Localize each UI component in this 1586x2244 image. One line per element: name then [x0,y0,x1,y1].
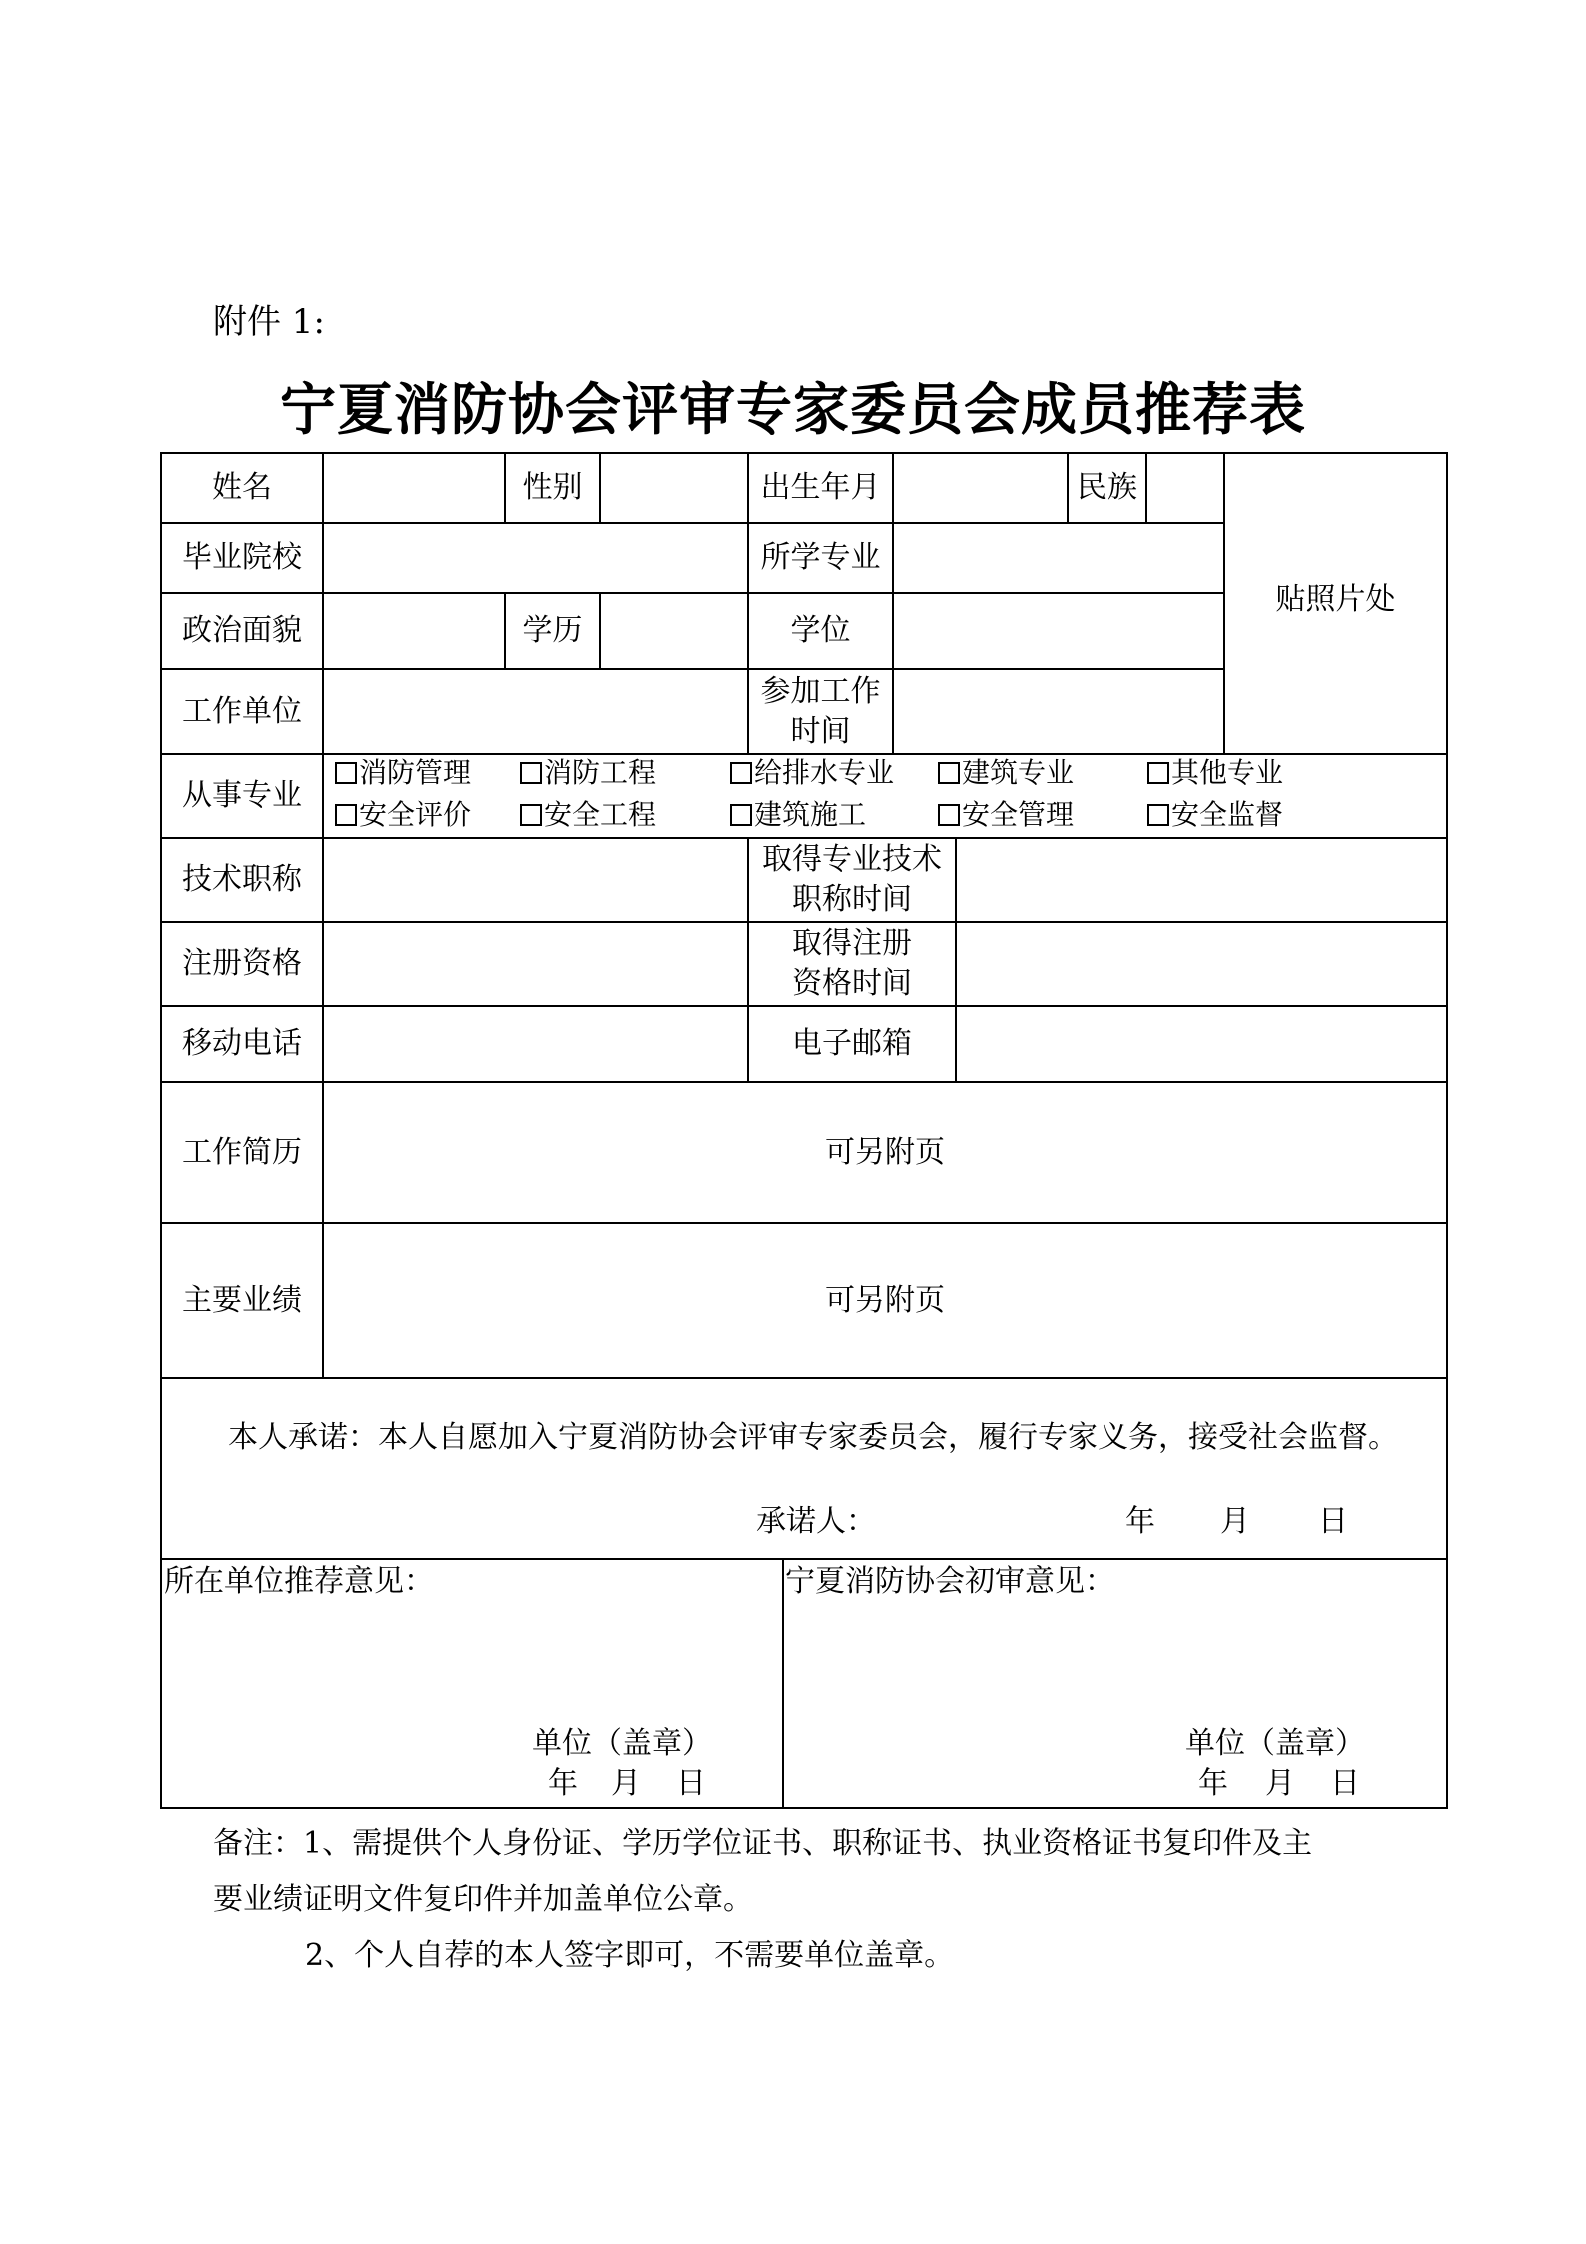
assoc-year: 年 [1198,1766,1228,1801]
checkbox-icon[interactable] [938,762,960,784]
registration-field[interactable] [322,921,749,1007]
pledge-year: 年 [1125,1504,1155,1539]
work-start-label [747,668,894,755]
option-label: 消防工程 [544,756,657,789]
gender-label: 性别 [522,470,583,505]
option-label: 其他专业 [1171,756,1284,789]
degree-field[interactable] [892,592,1225,670]
checkbox-icon[interactable] [730,762,752,784]
option-fire-management[interactable] [335,752,471,794]
option-label: 安全管理 [962,798,1075,831]
option-label: 建筑施工 [754,798,867,831]
achievements-note: 可另附页 [825,1282,945,1318]
checkbox-icon[interactable] [520,804,542,826]
option-label: 安全评价 [359,798,472,831]
registration-time-label [747,921,957,1007]
pledger-label: 承诺人： [756,1504,876,1539]
ethnicity-field[interactable] [1145,452,1225,524]
remarks-line-3: 2、个人自荐的本人签字即可，不需要单位盖章。 [305,1938,955,1973]
email-label: 电子邮箱 [792,1026,912,1061]
unit-day: 日 [676,1766,706,1801]
option-label: 建筑专业 [962,756,1075,789]
unit-opinion-label: 所在单位推荐意见： [164,1564,434,1599]
education-label: 学历 [522,613,583,648]
work-start-field[interactable] [892,668,1225,755]
option-architecture[interactable] [938,752,1074,794]
mobile-field[interactable] [322,1005,749,1083]
assoc-seal: 单位（盖章） [1185,1726,1365,1761]
checkbox-icon[interactable] [1147,804,1169,826]
specialty-label: 从事专业 [182,778,302,813]
option-label: 消防管理 [359,756,472,789]
checkbox-icon[interactable] [335,804,357,826]
tech-title-time-field[interactable] [955,837,1448,923]
ethnicity-label: 民族 [1077,470,1137,505]
major-label: 所学专业 [760,540,881,575]
specialty-options [335,752,1435,836]
school-field[interactable] [322,522,749,594]
tech-title-field[interactable] [322,837,749,923]
option-safety-supervision[interactable] [1147,794,1283,836]
specialty-row-2 [335,794,1435,836]
tech-title-time-label [747,837,957,923]
option-construction[interactable] [730,794,866,836]
pledge-text: 本人承诺：本人自愿加入宁夏消防协会评审专家委员会，履行专家义务，接受社会监督。 [228,1420,1398,1455]
checkbox-icon[interactable] [335,762,357,784]
work-start-label-line2: 时间 [790,713,851,749]
unit-year: 年 [548,1766,578,1801]
email-field[interactable] [955,1005,1448,1083]
option-other[interactable] [1147,752,1283,794]
option-label: 安全监督 [1171,798,1284,831]
unit-month: 月 [611,1766,641,1801]
registration-label: 注册资格 [182,946,302,981]
name-label: 姓名 [212,470,272,505]
birth-label: 出生年月 [760,470,881,505]
option-water-supply[interactable] [730,752,894,794]
resume-note: 可另附页 [825,1134,945,1170]
option-fire-engineering[interactable] [520,752,656,794]
remarks-line-1: 备注：1、需提供个人身份证、学历学位证书、职称证书、执业资格证书复印件及主 [213,1826,1313,1861]
birth-field[interactable] [892,452,1069,524]
pledge-month: 月 [1220,1504,1250,1539]
education-field[interactable] [599,592,749,670]
political-label: 政治面貌 [182,613,302,648]
registration-time-line1: 取得注册 [792,926,912,961]
work-start-label-line1: 参加工作 [760,673,881,709]
assoc-day: 日 [1330,1766,1360,1801]
name-field[interactable] [322,452,506,524]
unit-seal: 单位（盖章） [532,1726,712,1761]
specialty-row-1 [335,752,1435,794]
school-label: 毕业院校 [182,540,302,575]
checkbox-icon[interactable] [520,762,542,784]
option-safety-engineering[interactable] [520,794,656,836]
pledge-day: 日 [1318,1504,1348,1539]
remarks [213,1816,1413,1984]
option-label: 给排水专业 [754,756,895,789]
tech-title-time-line1: 取得专业技术 [762,842,942,877]
work-unit-label: 工作单位 [182,693,302,729]
tech-title-time-line2: 职称时间 [792,882,912,917]
registration-time-line2: 资格时间 [792,966,912,1001]
degree-label: 学位 [790,613,851,648]
resume-label: 工作简历 [182,1134,302,1170]
achievements-label: 主要业绩 [182,1282,302,1318]
option-label: 安全工程 [544,798,657,831]
gender-field[interactable] [599,452,749,524]
option-safety-management[interactable] [938,794,1074,836]
pledge-field[interactable] [880,1502,1100,1542]
assoc-month: 月 [1265,1766,1295,1801]
political-field[interactable] [322,592,506,670]
tech-title-label: 技术职称 [182,862,302,897]
assoc-opinion-label: 宁夏消防协会初审意见： [785,1564,1115,1599]
option-safety-assessment[interactable] [335,794,471,836]
major-field[interactable] [892,522,1225,594]
checkbox-icon[interactable] [730,804,752,826]
registration-time-field[interactable] [955,921,1448,1007]
photo-label: 贴照片处 [1275,582,1396,617]
form-title: 宁夏消防协会评审专家委员会成员推荐表 [280,377,1306,443]
work-unit-field[interactable] [322,668,749,755]
checkbox-icon[interactable] [938,804,960,826]
checkbox-icon[interactable] [1147,762,1169,784]
attachment-label: 附件 1: [213,302,325,342]
mobile-label: 移动电话 [182,1026,302,1061]
remarks-line-2: 要业绩证明文件复印件并加盖单位公章。 [213,1882,753,1917]
